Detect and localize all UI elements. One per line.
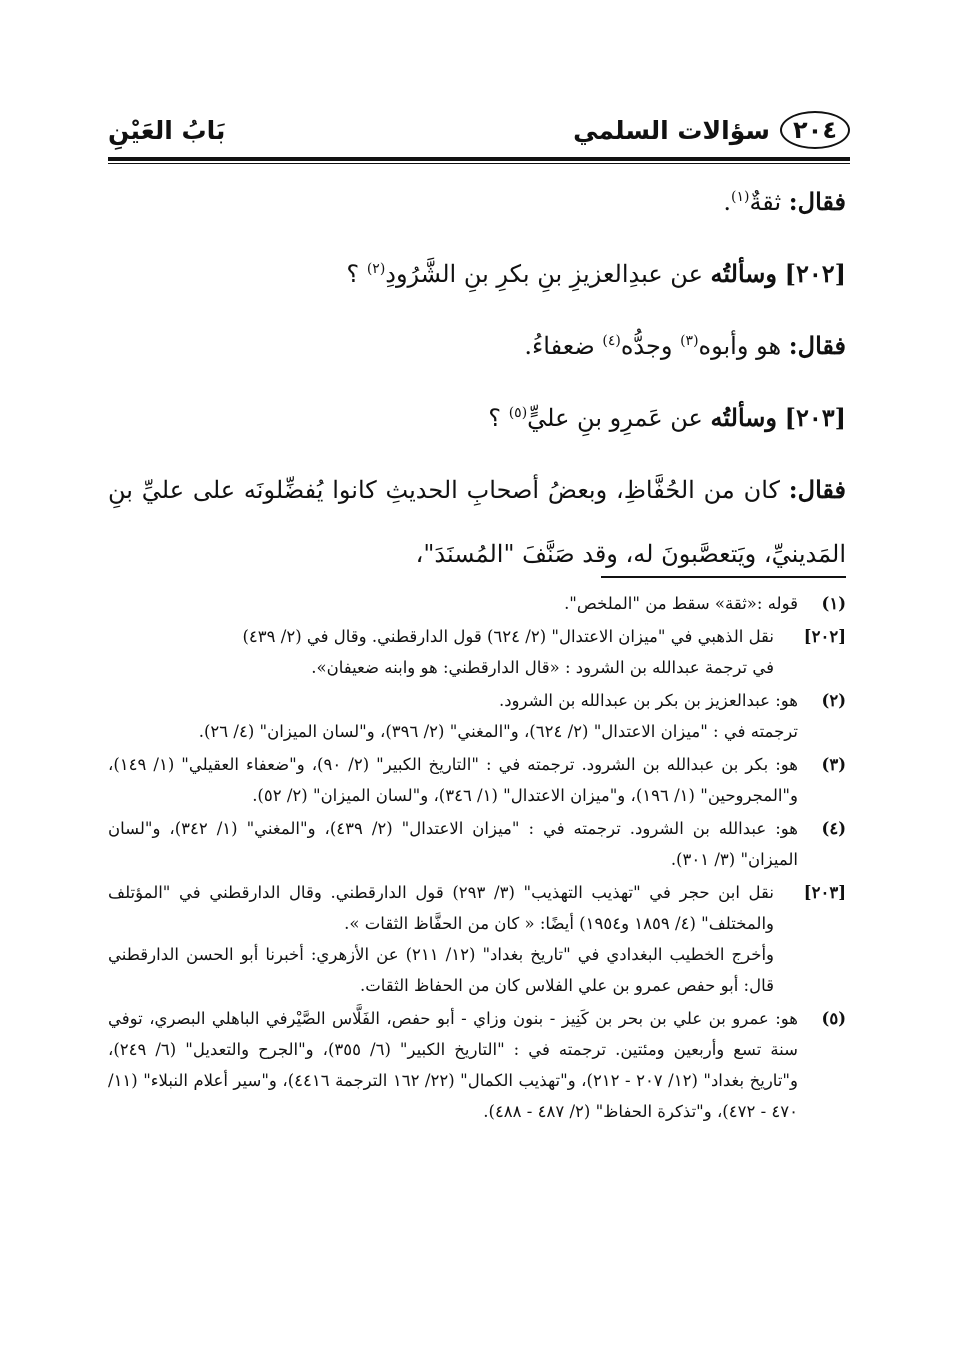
paragraph-text: عن عبدِالعزيزِ بنِ بكرِ بنِ الشَّرُودِ [385,260,703,288]
footnote-item [108,685,846,747]
header-rule-thin [108,163,850,164]
footnote-line: ترجمته في : "ميزان الاعتدال" (٢/ ٦٢٤)، و"المغني" (٢/ ٣٩٦)، و"لسان الميزان" (٤/ ٢٦). [198,722,798,741]
footnote-item [108,621,846,683]
paragraph-text: هو وأبوه [698,332,782,360]
footnote-item [108,588,846,619]
footnote-line: هو: بكر بن عبدالله بن الشرود. ترجمته في : "التاريخ الكبير" (٢/ ٩٠)، و"ضعفاء العقيلي" (١/ ١٤٩)، و"المجروحين" (١/ ١٩٦)، و"ميزان الاعتدال" (١/ ٣٤٦)، و"لسان الميزان" (٢/ ٥٢). [108,755,798,805]
footnote-ref[interactable]: (٤) [602,333,621,349]
paragraph-4 [108,386,846,450]
paragraph-1 [108,170,846,234]
footnote-body [108,588,798,619]
footnote-line: هو: عبدالله بن الشرود. ترجمته في : "ميزان الاعتدال" (٢/ ٤٣٩)، و"المغني" (١/ ٣٤٢)، و"لسان الميزان" (٣/ ٣٠١). [108,819,798,869]
footnote-line: وأخرج الخطيب البغدادي في "تاريخ بغداد" (١٢/ ٢١١) عن الأزهري: أخبرنا أبو الحسن الدارقطني قال: أبو حفص عمرو بن علي الفلاس كان من الحفاظ الثقات. [108,945,775,995]
paragraph-3 [108,314,846,378]
entry-number: [٢٠٢] [784,259,846,288]
chapter-title: بَابُ العَيْنِ [108,115,226,145]
footnote-marker: (٤) [821,819,846,838]
footnote-marker: (٣) [821,755,846,774]
footnote-line: هو: عبدالعزيز بن بكر بن عبدالله بن الشرود. [498,691,798,710]
footnote-marker: [٢٠٢] [803,627,846,646]
footnote-ref[interactable]: (٥) [508,405,528,421]
footnote-body [108,877,774,1001]
speaker-label: فقال: [788,331,846,360]
footnote-body [108,621,774,683]
punctuation: . [723,188,731,216]
punctuation: ؟ [488,404,502,432]
speaker-label: فقال: [788,187,846,216]
footnote-line: قوله :«ثقة» سقط من "الملخص". [564,594,798,613]
page-header [108,108,850,152]
paragraph-text: ثقةٌ [749,188,782,216]
footnote-line: هو: عمرو بن علي بن بحر بن كَنِيز - بنون وزاي - أبو حفص، الفَلَّاس الصَّيْرفي الباهلي البصري، توفي سنة تسع وأربعين ومئتين. ترجمته في : "التاريخ الكبير" (٦/ ٣٥٥)، و"الجرح والتعديل" (٦/ ٢٤٩)، و"تاريخ بغداد" (١٢/ ٢٠٧ - ٢١٢)، و"تهذيب الكمال" (٢٢/ ١٦٢ الترجمة ٤٤١٦)، و"سير أعلام النبلاء" (١١/ ٤٧٠ - ٤٧٢)، و"تذكرة الحفاظ" (٢/ ٤٨٧ - ٤٨٨). [108,1009,798,1121]
main-text [108,170,846,586]
footnote-item [108,749,846,811]
footnote-line: في ترجمة عبدالله بن الشرود : «قال الدارقطني: هو وابنه ضعيفان». [311,658,774,677]
question-label: وسألتُه [710,403,777,432]
footnote-item [108,813,846,875]
footnote-item [108,1003,846,1127]
paragraph-text: كان من الحُفَّاظِ، وبعضُ أصحابِ الحديثِ كانوا يُفضِّلونَه على عليِّ بنِ المَدينيِّ، ويَتعصَّبونَ له، وقد صَنَّفَ "المُسنَدَ"، [108,476,846,568]
footnotes [108,588,846,1129]
paragraph-5 [108,458,846,586]
entry-number: [٢٠٣] [784,403,846,432]
header-rule-thick [108,157,850,161]
footnote-body [108,685,798,747]
book-title: سؤالات السلمي [573,115,770,145]
footnote-line: نقل الذهبي في "ميزان الاعتدال" (٢/ ٦٢٤) قول الدارقطني. وقال في (٢/ ٤٣٩) [242,627,774,646]
footnote-ref[interactable]: (٣) [680,333,699,349]
footnote-marker: (٥) [821,1009,846,1028]
question-label: وسألتُه [710,259,777,288]
footnote-item [108,877,846,1001]
page-number: ٢٠٤ [780,111,850,149]
footnote-body [108,1003,798,1127]
footnote-marker: (٢) [821,691,846,710]
footnote-ref[interactable]: (١) [730,189,750,205]
footnote-line: نقل ابن حجر في "تهذيب التهذيب" (٣/ ٢٩٣) قول الدارقطني. وقال الدارقطني في "المؤتلف والمختلف" (٤/ ١٨٥٩ و١٩٥٤) أيضًا: « كان من الحفَّاظ الثقات ». [108,883,774,933]
footnote-body [108,749,798,811]
paragraph-text: وجدُّه [620,332,673,360]
punctuation: ؟ [346,260,360,288]
footnote-marker: [٢٠٣] [803,883,846,902]
footnote-marker: (١) [821,594,846,613]
speaker-label: فقال: [788,475,846,504]
footnote-body [108,813,798,875]
paragraph-text: ضعفاءُ. [524,332,595,360]
header-right-group [573,111,850,149]
footnote-ref[interactable]: (٢) [366,261,386,277]
paragraph-text: عن عَمرِو بنِ عليٍّ [527,404,703,432]
footnote-separator [601,576,846,578]
paragraph-2 [108,242,846,306]
